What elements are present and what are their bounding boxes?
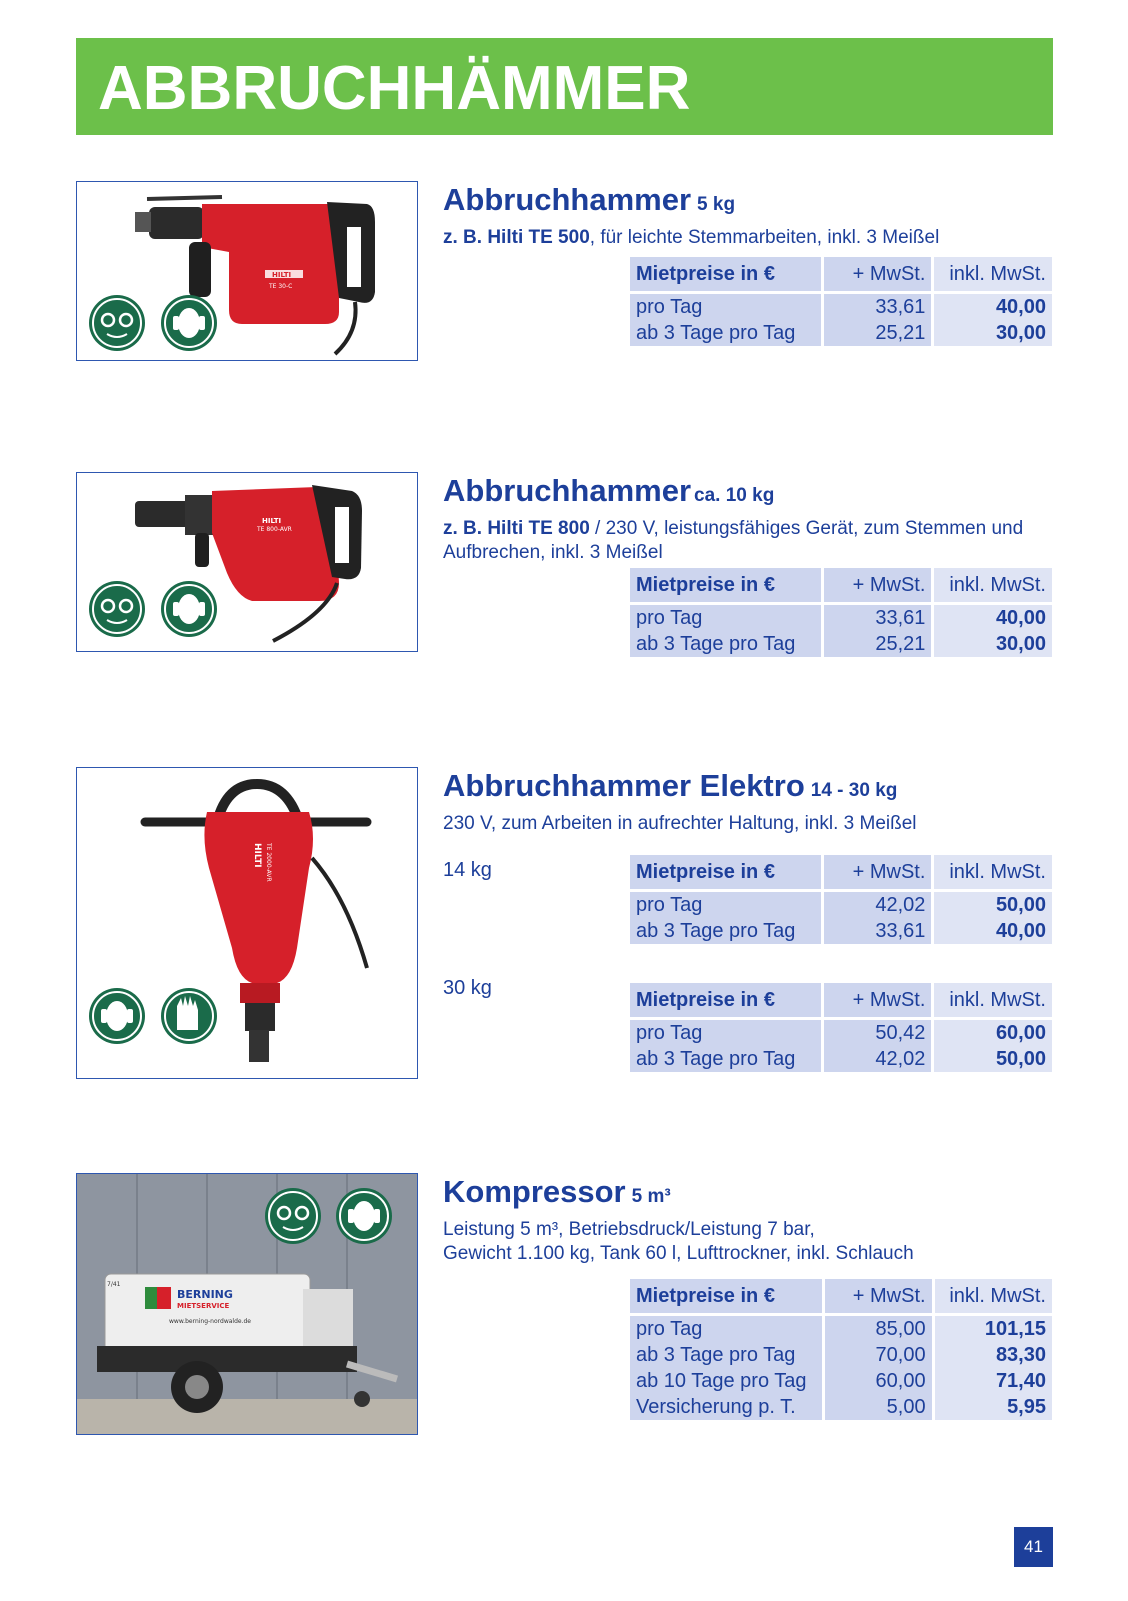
compressor-image: [77, 1174, 418, 1435]
side-grip: [189, 242, 211, 297]
price-table: [630, 855, 1052, 944]
row-label: pro Tag: [630, 605, 824, 631]
row-label: ab 10 Tage pro Tag: [630, 1368, 825, 1394]
table-header: [630, 855, 1052, 892]
product-info: [443, 1173, 1053, 1435]
model-label: TE 800-AVR: [257, 526, 292, 533]
row-net: 25,21: [824, 320, 934, 346]
price-table: [630, 983, 1052, 1072]
product-name: Abbruchhammer: [443, 182, 692, 217]
product-description: [443, 1218, 1053, 1266]
bit: [249, 1030, 269, 1062]
brand-logo: HILTI: [252, 843, 262, 868]
row-net: 33,61: [824, 294, 934, 320]
collar: [185, 495, 215, 535]
row-gross: 40,00: [934, 294, 1052, 320]
handle-opening: [335, 507, 349, 563]
row-gross: 101,15: [935, 1316, 1052, 1342]
table-row: [630, 1046, 1052, 1072]
product-title: [443, 767, 1053, 810]
row-label: ab 3 Tage pro Tag: [630, 1046, 824, 1072]
product-model: z. B. Hilti TE 800: [443, 518, 590, 539]
header-col-gross: inkl. MwSt.: [934, 983, 1052, 1020]
product-abbruchhammer-elektro: [76, 767, 1053, 1079]
row-net: 5,00: [825, 1394, 935, 1420]
model-label: TE 30-C: [269, 283, 293, 290]
bit: [135, 212, 151, 232]
product-name: Abbruchhammer: [443, 473, 692, 508]
product-weight: 14 - 30 kg: [810, 780, 898, 801]
collar: [245, 1003, 275, 1031]
row-label: pro Tag: [630, 1020, 824, 1046]
product-desc-line: Gewicht 1.100 kg, Tank 60 l, Lufttrockner, inkl. Schlauch: [443, 1243, 914, 1264]
table-row: [630, 294, 1052, 320]
product-weight: 5 kg: [697, 194, 736, 215]
row-net: 60,00: [825, 1368, 935, 1394]
row-gross: 30,00: [934, 320, 1052, 346]
table-row: [630, 1316, 1052, 1342]
cable: [312, 858, 367, 968]
header-col-label: Mietpreise in €: [630, 257, 824, 294]
row-gross: 40,00: [934, 605, 1052, 631]
product-abbruchhammer-10kg: [76, 472, 1053, 655]
product-info: [443, 472, 1053, 662]
header-col-net: + MwSt.: [824, 257, 934, 294]
depth-rod: [147, 197, 222, 199]
product-info: [443, 767, 1053, 1079]
body: [202, 204, 339, 324]
brand-logo-red: [157, 1287, 171, 1309]
header-col-label: Mietpreise in €: [630, 983, 824, 1020]
table-row: [630, 918, 1052, 944]
row-gross: 50,00: [934, 892, 1052, 918]
row-label: pro Tag: [630, 294, 824, 320]
header-col-gross: inkl. MwSt.: [934, 568, 1052, 605]
row-gross: 71,40: [935, 1368, 1052, 1394]
header-col-gross: inkl. MwSt.: [935, 1279, 1052, 1316]
table-row: [630, 1394, 1052, 1420]
table-header: [630, 1279, 1052, 1316]
row-label: pro Tag: [630, 892, 824, 918]
side-grip: [195, 533, 209, 567]
table-row: [630, 1342, 1052, 1368]
table-row: [630, 605, 1052, 631]
product-title: [443, 181, 1053, 224]
product-desc-text: / 230 V, leistungsfähiges Gerät, zum Stemmen und Aufbrechen, inkl. 3 Meißel: [443, 518, 1024, 563]
product-desc-line: Leistung 5 m³, Betriebsdruck/Leistung 7 bar,: [443, 1219, 815, 1240]
row-label: Versicherung p. T.: [630, 1394, 825, 1420]
table-row: [630, 1020, 1052, 1046]
product-image: [76, 1173, 418, 1435]
row-label: pro Tag: [630, 1316, 825, 1342]
product-info: [443, 181, 1053, 361]
product-desc-text: , für leichte Stemmarbeiten, inkl. 3 Meißel: [589, 227, 940, 248]
brand-sub: MIETSERVICE: [177, 1302, 230, 1310]
page-title: ABBRUCHHÄMMER: [98, 54, 691, 123]
table-header: [630, 568, 1052, 605]
brand-name: BERNING: [177, 1288, 233, 1301]
safety-goggles-icon: [265, 1188, 321, 1244]
product-name: Abbruchhammer Elektro: [443, 768, 805, 803]
body: [204, 812, 313, 983]
header-col-label: Mietpreise in €: [630, 855, 824, 892]
page-number: 41: [1014, 1527, 1053, 1567]
price-table: [630, 568, 1052, 657]
product-description: 230 V, zum Arbeiten in aufrechter Haltung, inkl. 3 Meißel: [443, 813, 917, 834]
brand-url: www.berning-nordwalde.de: [169, 1318, 251, 1325]
brand-logo: HILTI: [262, 517, 282, 525]
breaker-hammer-image: [77, 473, 418, 652]
product-model: z. B. Hilti TE 500: [443, 227, 590, 248]
table-header: [630, 983, 1052, 1020]
table-row: [630, 320, 1052, 346]
lower-body: [240, 983, 280, 1003]
jockey-wheel: [354, 1391, 370, 1407]
table-row: [630, 892, 1052, 918]
header-col-net: + MwSt.: [824, 568, 934, 605]
table-row: [630, 631, 1052, 657]
header-col-net: + MwSt.: [824, 855, 934, 892]
row-label: ab 3 Tage pro Tag: [630, 631, 824, 657]
variant-label: 14 kg: [443, 859, 492, 881]
product-image: [76, 472, 418, 652]
row-net: 42,02: [824, 892, 934, 918]
unit-id: 7/41: [107, 1281, 121, 1288]
price-table: [630, 1279, 1052, 1420]
product-kompressor: [76, 1173, 1053, 1435]
header-col-label: Mietpreise in €: [630, 568, 824, 605]
chuck: [149, 207, 204, 239]
price-table: [630, 257, 1052, 346]
row-gross: 50,00: [934, 1046, 1052, 1072]
row-net: 42,02: [824, 1046, 934, 1072]
row-net: 33,61: [824, 605, 934, 631]
product-image: [76, 181, 418, 361]
safety-goggles-icon: [89, 581, 145, 637]
row-net: 70,00: [825, 1342, 935, 1368]
demolition-hammer-image: [77, 768, 418, 1079]
table-header: [630, 257, 1052, 294]
table-row: [630, 1368, 1052, 1394]
handle-opening: [347, 227, 361, 287]
header-col-label: Mietpreise in €: [630, 1279, 825, 1316]
row-net: 50,42: [824, 1020, 934, 1046]
product-title: [443, 472, 1053, 515]
header-col-gross: inkl. MwSt.: [934, 855, 1052, 892]
model-label: TE 2000-AVR: [265, 843, 272, 882]
product-name: Kompressor: [443, 1174, 626, 1209]
row-gross: 83,30: [935, 1342, 1052, 1368]
row-label: ab 3 Tage pro Tag: [630, 918, 824, 944]
variant-label: 30 kg: [443, 977, 492, 999]
row-net: 25,21: [824, 631, 934, 657]
product-weight: ca. 10 kg: [694, 485, 775, 506]
row-label: ab 3 Tage pro Tag: [630, 320, 824, 346]
header-col-net: + MwSt.: [825, 1279, 935, 1316]
row-gross: 60,00: [934, 1020, 1052, 1046]
row-gross: 40,00: [934, 918, 1052, 944]
row-net: 85,00: [825, 1316, 935, 1342]
row-net: 33,61: [824, 918, 934, 944]
row-label: ab 3 Tage pro Tag: [630, 1342, 825, 1368]
product-description: [443, 517, 1053, 565]
product-image: [76, 767, 418, 1079]
header-col-net: + MwSt.: [824, 983, 934, 1020]
page-title-banner: [76, 38, 1053, 135]
hammer-drill-image: [77, 182, 418, 361]
header-col-gross: inkl. MwSt.: [934, 257, 1052, 294]
safety-goggles-icon: [89, 295, 145, 351]
chuck: [135, 501, 190, 527]
product-abbruchhammer-5kg: [76, 181, 1053, 361]
brand-logo: HILTI: [272, 271, 292, 279]
row-gross: 30,00: [934, 631, 1052, 657]
row-gross: 5,95: [935, 1394, 1052, 1420]
chassis: [97, 1346, 357, 1372]
product-weight: 5 m³: [631, 1186, 671, 1207]
product-title: [443, 1173, 1053, 1216]
product-description: [443, 226, 1053, 250]
